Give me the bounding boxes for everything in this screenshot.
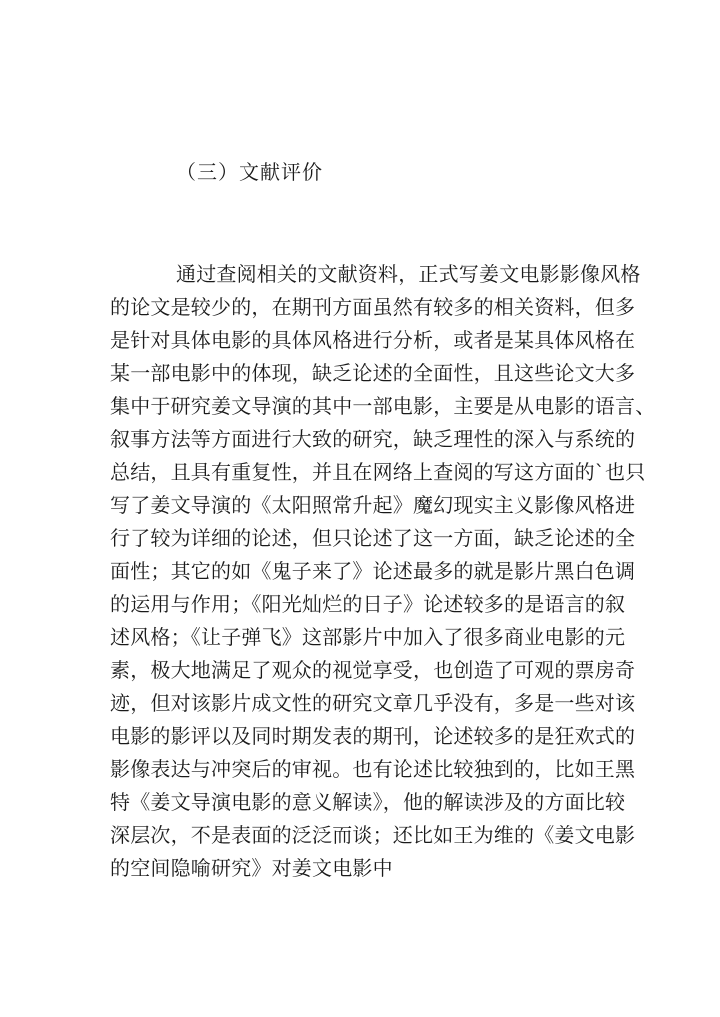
- paragraph-line: 电影的影评以及同时期发表的期刊，论述较多的是狂欢式的: [110, 724, 636, 748]
- paragraph-line: 面性；其它的如《鬼子来了》论述最多的就是影片黑白色调: [110, 559, 636, 583]
- paragraph-line: 的运用与作用；《阳光灿烂的日子》论述较多的是语言的叙: [110, 592, 626, 616]
- paragraph-line: 素，极大地满足了观众的视觉享受，也创造了可观的票房奇: [110, 658, 636, 682]
- paragraph-line: 是针对具体电影的具体风格进行分析，或者是某具体风格在: [110, 328, 636, 352]
- paragraph-line: 总结，且具有重复性，并且在网络上查阅的写这方面的`也只: [110, 460, 646, 484]
- paragraph-line: 影像表达与冲突后的审视。也有论述比较独到的，比如王黑: [110, 757, 636, 781]
- paragraph-line: 写了姜文导演的《太阳照常升起》魔幻现实主义影像风格进: [110, 493, 636, 517]
- paragraph-line: 叙事方法等方面进行大致的研究，缺乏理性的深入与系统的: [110, 427, 636, 451]
- paragraph-line: 集中于研究姜文导演的其中一部电影，主要是从电影的语言、: [110, 394, 656, 418]
- paragraph-line: 通过查阅相关的文献资料，正式写姜文电影影像风格: [176, 262, 641, 286]
- paragraph-line: 述风格；《让子弹飞》这部影片中加入了很多商业电影的元: [110, 625, 626, 649]
- paragraph-line: 迹，但对该影片成文性的研究文章几乎没有，多是一些对该: [110, 691, 636, 715]
- paragraph-line: 行了较为详细的论述，但只论述了这一方面，缺乏论述的全: [110, 526, 636, 550]
- paragraph-line: 的空间隐喻研究》对姜文电影中: [110, 856, 393, 880]
- paragraph-line: 特《姜文导演电影的意义解读》，他的解读涉及的方面比较: [110, 790, 626, 814]
- section-heading: （三）文献评价: [176, 160, 323, 184]
- paragraph-line: 的论文是较少的，在期刊方面虽然有较多的相关资料，但多: [110, 295, 636, 319]
- paragraph-line: 某一部电影中的体现，缺乏论述的全面性，且这些论文大多: [110, 361, 636, 385]
- body-paragraph: [110, 258, 656, 885]
- paragraph-line: 深层次，不是表面的泛泛而谈；还比如王为维的《姜文电影: [110, 823, 636, 847]
